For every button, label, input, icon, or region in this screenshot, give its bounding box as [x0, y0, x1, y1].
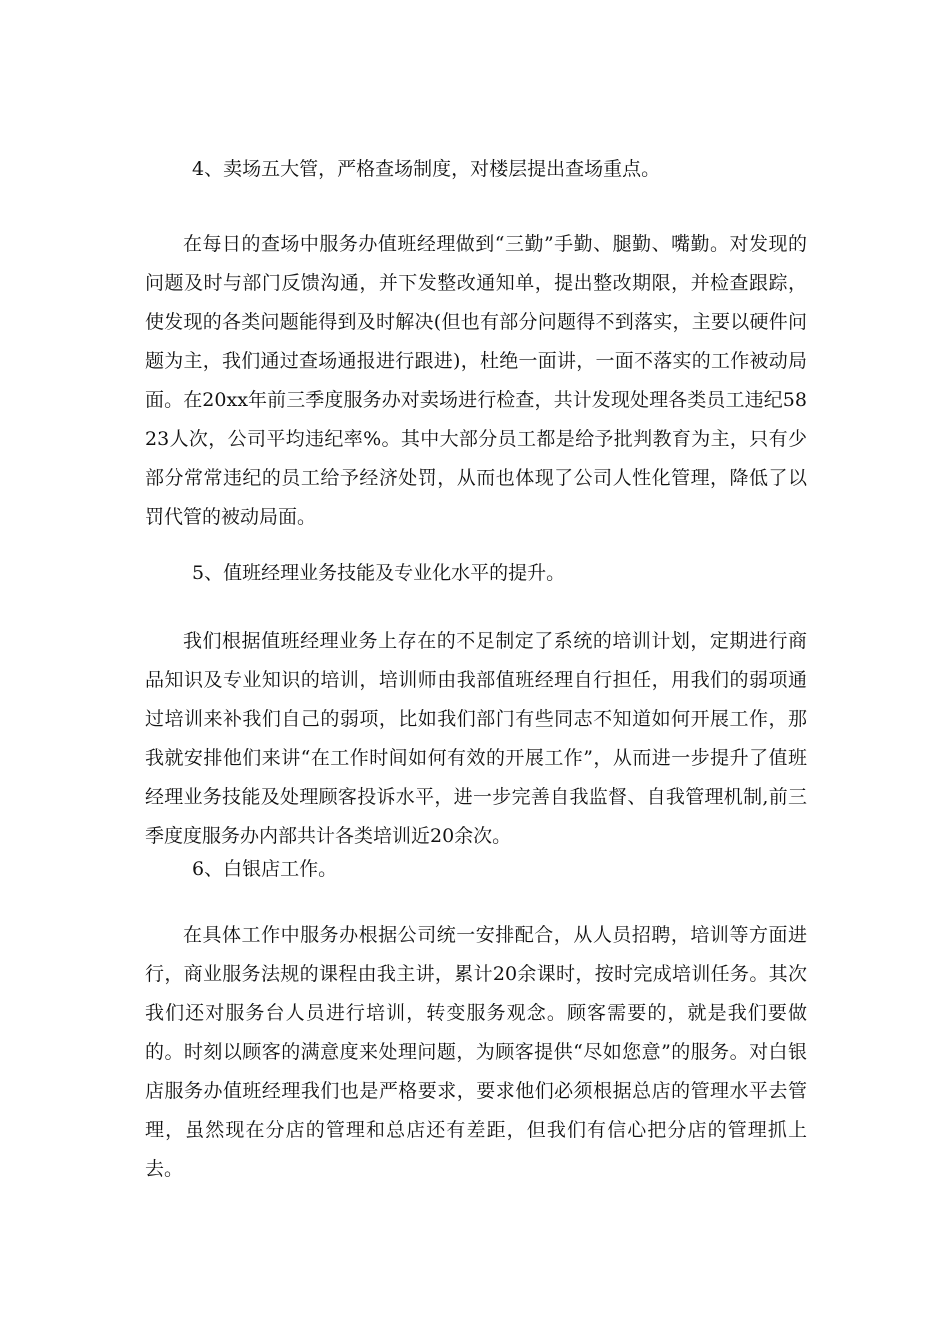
section-heading-6: 6、白银店工作。	[192, 858, 338, 880]
section-body-4: 在每日的查场中服务办值班经理做到“三勤”手勤、腿勤、嘴勤。对发现的问题及时与部门反馈沟通，并下发整改通知单，提出整改期限，并检查跟踪，使发现的各类问题能得到及时解决(但也有部分问题得不到落实，主要以硬件问题为主，我们通过查场通报进行跟进)，杜绝一面讲，一面不落实的工作被动局面。在20xx年前三季度服务办对卖场进行检查，共计发现处理各类员工违纪5823人次，公司平均违纪率%。其中大部分员工都是给予批判教育为主，只有少部分常常违纪的员工给予经济处罚，从而也体现了公司人性化管理，降低了以罚代管的被动局面。	[145, 233, 807, 528]
section-heading-5: 5、值班经理业务技能及专业化水平的提升。	[192, 562, 566, 584]
section-body-5: 我们根据值班经理业务上存在的不足制定了系统的培训计划，定期进行商品知识及专业知识的培训，培训师由我部值班经理自行担任，用我们的弱项通过培训来补我们自己的弱项，比如我们部门有些同志不知道如何开展工作，那我就安排他们来讲“在工作时间如何有效的开展工作”，从而进一步提升了值班经理业务技能及处理顾客投诉水平，进一步完善自我监督、自我管理机制,前三季度度服务办内部共计各类培训近20余次。	[145, 630, 807, 847]
section-heading-4: 4、卖场五大管，严格查场制度，对楼层提出查场重点。	[192, 158, 661, 180]
section-body-6: 在具体工作中服务办根据公司统一安排配合，从人员招聘，培训等方面进行，商业服务法规的课程由我主讲，累计20余课时，按时完成培训任务。其次我们还对服务台人员进行培训，转变服务观念。顾客需要的，就是我们要做的。时刻以顾客的满意度来处理问题，为顾客提供“尽如您意”的服务。对白银店服务办值班经理我们也是严格要求，要求他们必须根据总店的管理水平去管理，虽然现在分店的管理和总店还有差距，但我们有信心把分店的管理抓上去。	[145, 924, 807, 1180]
